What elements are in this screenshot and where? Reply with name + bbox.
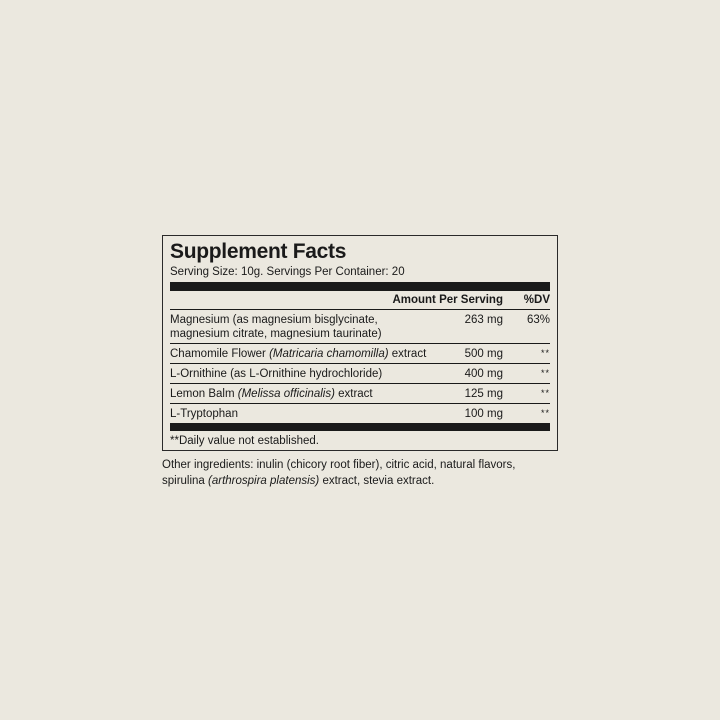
ingredient-row-lemon-balm (170, 384, 550, 404)
ingredient-name-plain: Lemon Balm (170, 388, 238, 400)
ingredient-name-line1: Magnesium (as magnesium bisglycinate, (170, 314, 378, 326)
ingredient-name: L-Tryptophan (170, 408, 238, 420)
ingredient-amount: 263 mg (464, 314, 503, 326)
ingredient-name: L-Ornithine (as L-Ornithine hydrochloride) (170, 368, 383, 380)
daily-value-footnote: **Daily value not established. (170, 435, 319, 447)
ingredient-name-plain: Chamomile Flower (170, 348, 270, 360)
panel-title: Supplement Facts (170, 240, 347, 263)
ingredient-dv: ** (540, 368, 550, 378)
ingredient-name-suffix: extract (334, 388, 373, 400)
ingredient-name (170, 387, 455, 401)
top-divider-bar (170, 282, 550, 291)
ingredient-name-suffix: extract (388, 348, 427, 360)
ingredient-amount: 400 mg (464, 368, 503, 380)
other-ingredients-line2-end: extract, stevia extract. (319, 475, 435, 487)
serving-info: Serving Size: 10g. Servings Per Container: 20 (170, 266, 405, 278)
supplement-facts-panel (162, 235, 558, 451)
other-ingredients-latin-name: (arthrospira platensis) (208, 475, 320, 487)
other-ingredients-line2-start: spirulina (162, 475, 209, 487)
other-ingredients-line1: Other ingredients: inulin (chicory root fiber), citric acid, natural flavors, (162, 459, 516, 471)
ingredient-row-tryptophan (170, 404, 550, 423)
column-header-row (170, 291, 550, 310)
ingredient-row-magnesium (170, 310, 550, 344)
dv-header: %DV (523, 294, 550, 306)
ingredient-amount: 125 mg (464, 388, 503, 400)
ingredient-row-chamomile (170, 344, 550, 364)
other-ingredients (162, 457, 582, 489)
ingredient-amount: 100 mg (464, 408, 503, 420)
ingredient-dv: 63% (526, 314, 550, 326)
amount-per-serving-header: Amount Per Serving (392, 294, 503, 306)
ingredient-name (170, 347, 455, 361)
ingredient-row-ornithine (170, 364, 550, 384)
ingredient-dv: ** (540, 408, 550, 418)
ingredient-name-line2: magnesium citrate, magnesium taurinate) (170, 328, 382, 340)
ingredient-dv: ** (540, 388, 550, 398)
ingredient-amount: 500 mg (464, 348, 503, 360)
ingredient-dv: ** (540, 348, 550, 358)
ingredient-latin-name: (Melissa officinalis) (237, 388, 335, 400)
ingredient-latin-name: (Matricaria chamomilla) (269, 348, 389, 360)
bottom-divider-bar (170, 423, 550, 431)
ingredient-name (170, 313, 455, 341)
